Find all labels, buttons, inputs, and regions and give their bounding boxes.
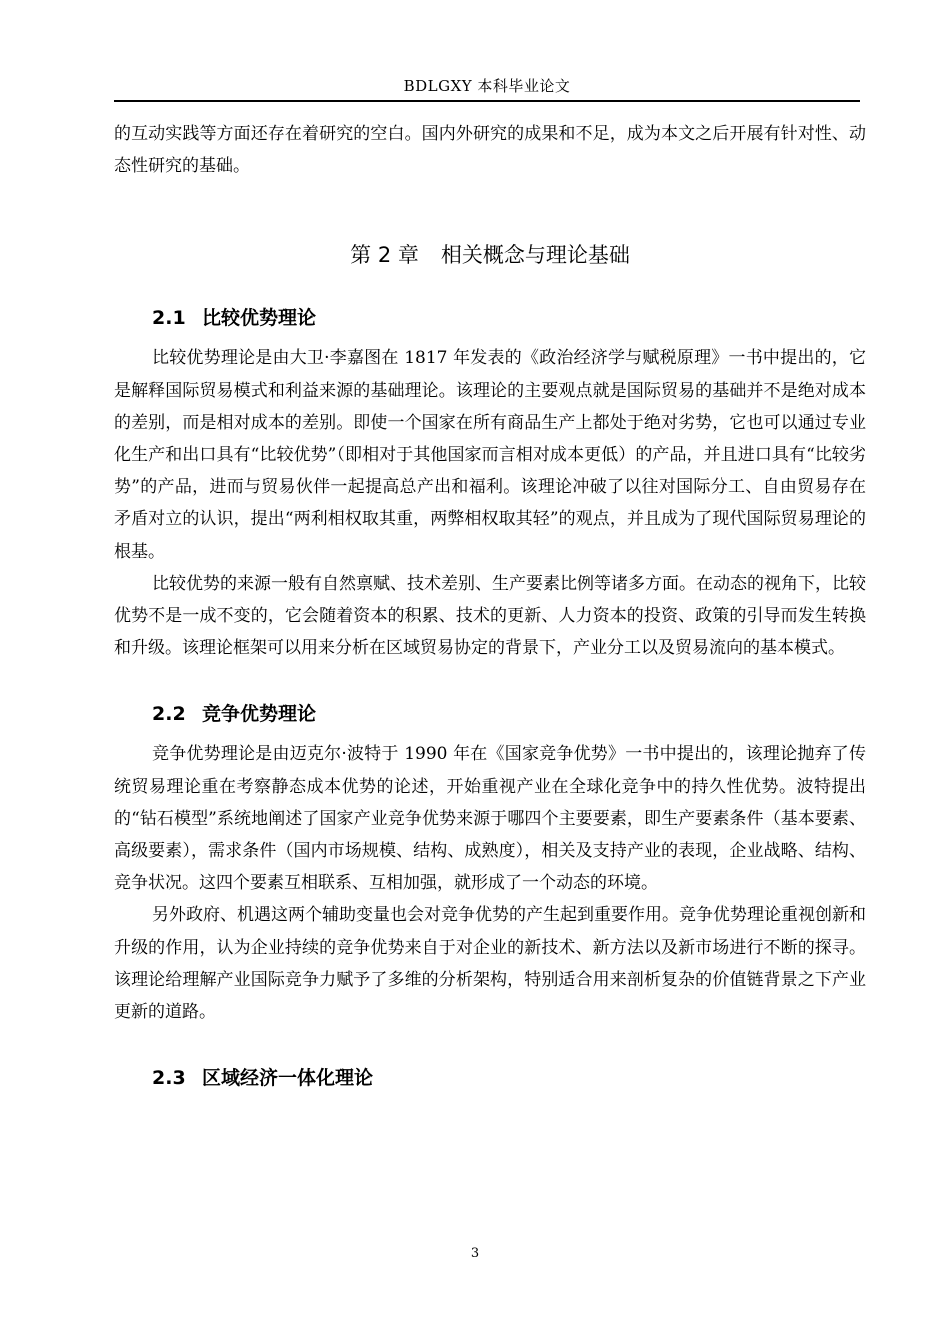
section-heading-2-2 (114, 700, 866, 728)
section-title-text: 比较优势理论 (202, 307, 317, 330)
section-2-1-paragraph-1: 比较优势理论是由大卫·李嘉图在 1817 年发表的《政治经济学与赋税原理》一书中提出的，它是解释国际贸易模式和利益来源的基础理论。该理论的主要观点就是国际贸易的基础并不是绝对成本的差别，而是相对成本的差别。即使一个国家在所有商品生产上都处于绝对劣势，它也可以通过专业化生产和出口具有“比较优势”（即相对于其他国家而言相对成本更低）的产品，并且进口具有“比较劣势”的产品，进而与贸易伙伴一起提高总产出和福利。该理论冲破了以往对国际分工、自由贸易存在矛盾对立的认识，提出“两利相权取其重，两弊相权取其轻”的观点，并且成为了现代国际贸易理论的根基。 (114, 348, 866, 562)
page-content (114, 118, 866, 1092)
section-number: 2.1 (152, 307, 186, 330)
section-heading-2-1 (114, 304, 866, 332)
page-number: 3 (470, 1246, 480, 1261)
section-2-2-paragraph-1: 竞争优势理论是由迈克尔·波特于 1990 年在《国家竞争优势》一书中提出的，该理论抛弃了传统贸易理论重在考察静态成本优势的论述，开始重视产业在全球化竞争中的持久性优势。波特提出的“钻石模型”系统地阐述了国家产业竞争优势来源于哪四个主要要素，即生产要素条件（基本要素、高级要素），需求条件（国内市场规模、结构、成熟度），相关及支持产业的表现，企业战略、结构、竞争状况。这四个要素互相联系、互相加强，就形成了一个动态的环境。 (114, 744, 866, 894)
intro-paragraph: 的互动实践等方面还存在着研究的空白。国内外研究的成果和不足，成为本文之后开展有针对性、动态性研究的基础。 (114, 124, 866, 177)
chapter-title (114, 240, 866, 270)
section-title-text: 竞争优势理论 (202, 703, 317, 726)
section-number: 2.2 (152, 703, 186, 726)
section-heading-2-3 (114, 1064, 866, 1092)
chapter-title-text: 相关概念与理论基础 (440, 243, 630, 268)
section-2-2-paragraph-2: 另外政府、机遇这两个辅助变量也会对竞争优势的产生起到重要作用。竞争优势理论重视创新和升级的作用，认为企业持续的竞争优势来自于对企业的新技术、新方法以及新市场进行不断的探寻。该理论给理解产业国际竞争力赋予了多维的分析架构，特别适合用来剖析复杂的价值链背景之下产业更新的道路。 (114, 905, 866, 1023)
section-title-text: 区域经济一体化理论 (202, 1067, 374, 1090)
header-rule (114, 100, 860, 102)
running-header: BDLGXY 本科毕业论文 (403, 77, 571, 95)
section-2-1-paragraph-2: 比较优势的来源一般有自然禀赋、技术差别、生产要素比例等诸多方面。在动态的视角下，比较优势不是一成不变的，它会随着资本的积累、技术的更新、人力资本的投资、政策的引导而发生转换和升级。该理论框架可以用来分析在区域贸易协定的背景下，产业分工以及贸易流向的基本模式。 (114, 573, 866, 659)
chapter-number: 第 2 章 (350, 243, 419, 268)
section-number: 2.3 (152, 1067, 186, 1090)
